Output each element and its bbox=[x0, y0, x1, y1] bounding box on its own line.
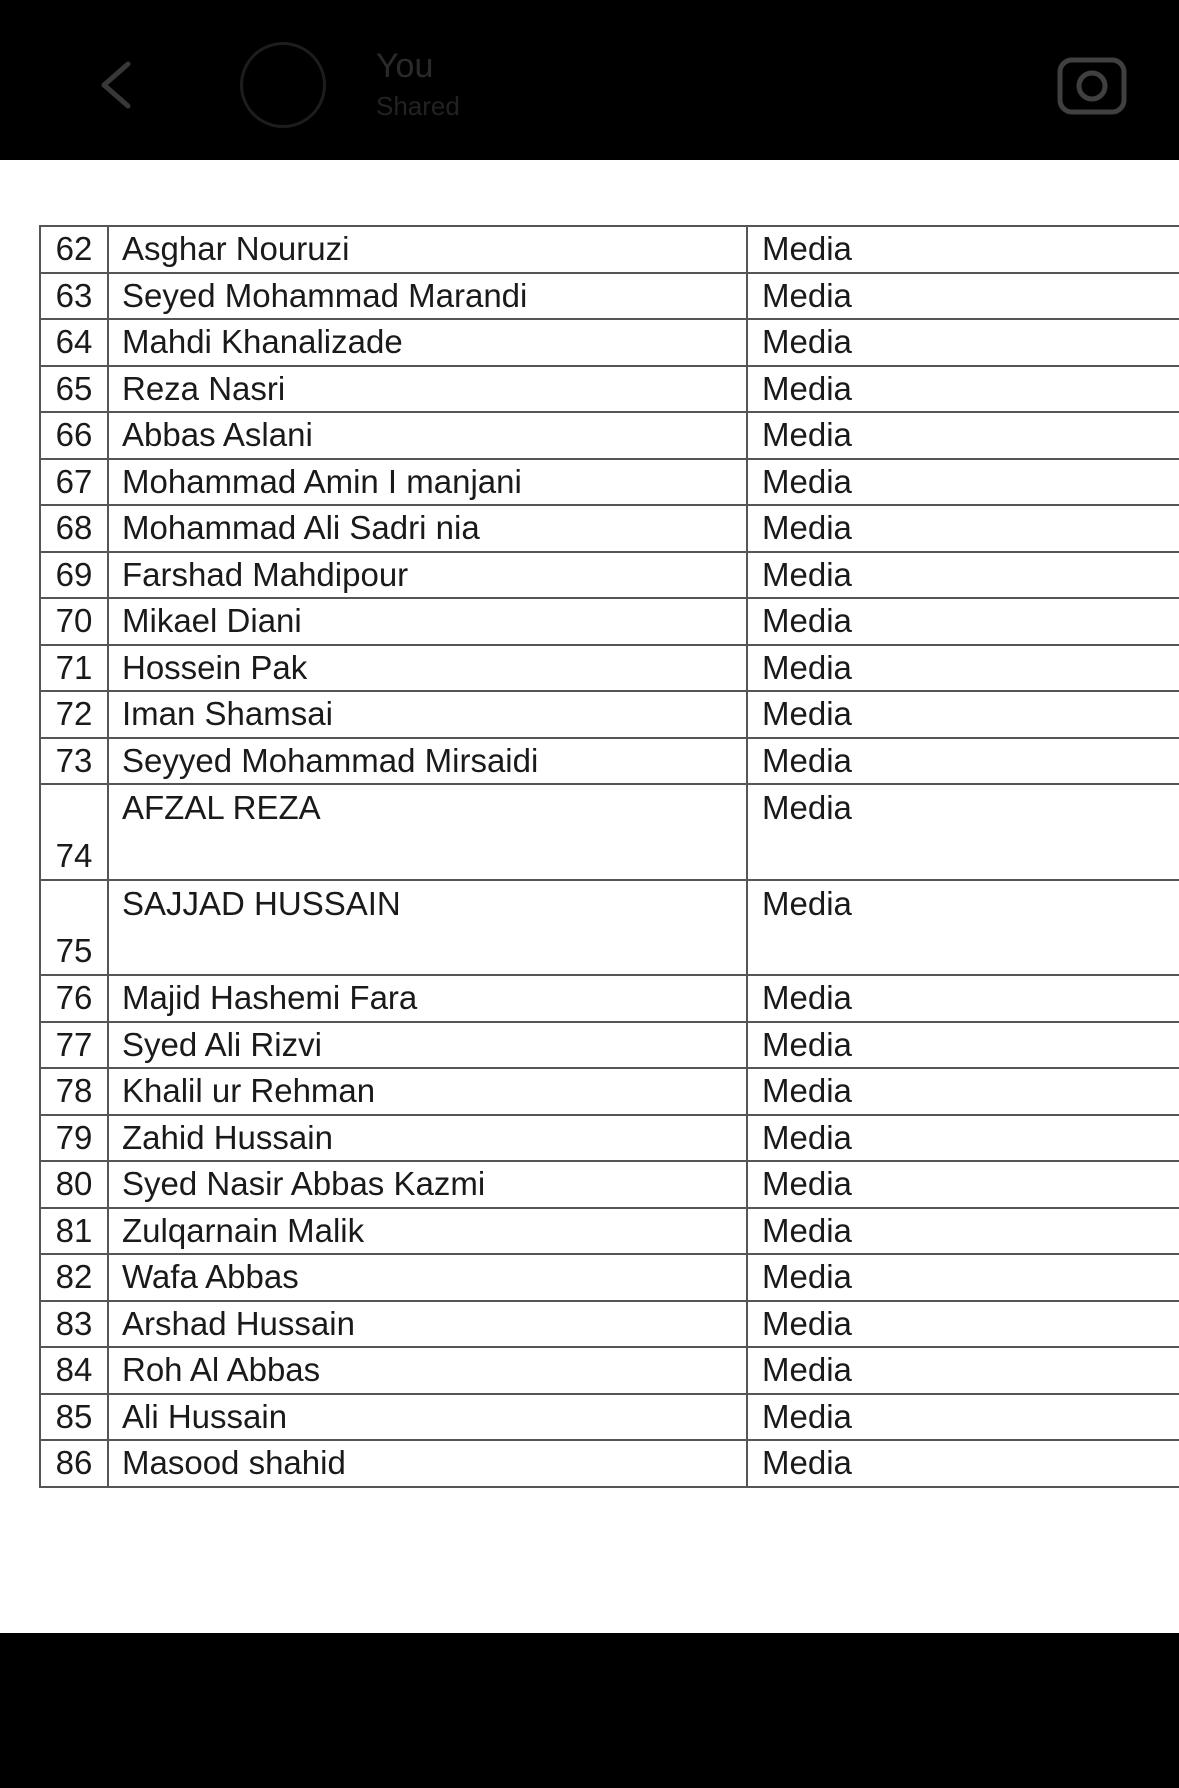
row-category: Media bbox=[747, 366, 1179, 413]
row-number: 80 bbox=[40, 1161, 108, 1208]
row-category: Media bbox=[747, 1301, 1179, 1348]
document-image bbox=[0, 160, 1179, 1633]
row-category: Media bbox=[747, 975, 1179, 1022]
row-number: 81 bbox=[40, 1208, 108, 1255]
row-number: 63 bbox=[40, 273, 108, 320]
row-name: Seyyed Mohammad Mirsaidi bbox=[108, 738, 747, 785]
row-category: Media bbox=[747, 1022, 1179, 1069]
row-number: 73 bbox=[40, 738, 108, 785]
row-name: Arshad Hussain bbox=[108, 1301, 747, 1348]
row-category: Media bbox=[747, 552, 1179, 599]
table-row bbox=[40, 738, 1179, 785]
table-row bbox=[40, 1208, 1179, 1255]
row-name: Zahid Hussain bbox=[108, 1115, 747, 1162]
row-category: Media bbox=[747, 645, 1179, 692]
table-body bbox=[40, 226, 1179, 1487]
row-category: Media bbox=[747, 273, 1179, 320]
table-row bbox=[40, 1161, 1179, 1208]
row-category: Media bbox=[747, 1115, 1179, 1162]
row-name: Mohammad Amin I manjani bbox=[108, 459, 747, 506]
table-row bbox=[40, 645, 1179, 692]
row-name: Syed Nasir Abbas Kazmi bbox=[108, 1161, 747, 1208]
row-name: Iman Shamsai bbox=[108, 691, 747, 738]
row-number: 85 bbox=[40, 1394, 108, 1441]
row-name: Ali Hussain bbox=[108, 1394, 747, 1441]
row-category: Media bbox=[747, 1161, 1179, 1208]
table-row bbox=[40, 1254, 1179, 1301]
table-row bbox=[40, 366, 1179, 413]
row-number: 82 bbox=[40, 1254, 108, 1301]
row-number: 69 bbox=[40, 552, 108, 599]
row-name: Roh Al Abbas bbox=[108, 1347, 747, 1394]
profile-name: You bbox=[376, 47, 434, 85]
row-name: SAJJAD HUSSAIN bbox=[108, 880, 747, 976]
row-name: Zulqarnain Malik bbox=[108, 1208, 747, 1255]
row-name: Seyed Mohammad Marandi bbox=[108, 273, 747, 320]
row-category: Media bbox=[747, 226, 1179, 273]
row-number: 76 bbox=[40, 975, 108, 1022]
row-category: Media bbox=[747, 1208, 1179, 1255]
viewer-bottom-bar bbox=[0, 1633, 1179, 1788]
table-row bbox=[40, 598, 1179, 645]
table-row bbox=[40, 1022, 1179, 1069]
table-row bbox=[40, 273, 1179, 320]
row-number: 83 bbox=[40, 1301, 108, 1348]
row-number: 84 bbox=[40, 1347, 108, 1394]
row-category: Media bbox=[747, 598, 1179, 645]
table-row bbox=[40, 226, 1179, 273]
table-row bbox=[40, 691, 1179, 738]
row-category: Media bbox=[747, 880, 1179, 976]
table-row bbox=[40, 505, 1179, 552]
table-row bbox=[40, 1115, 1179, 1162]
row-number: 62 bbox=[40, 226, 108, 273]
row-number: 71 bbox=[40, 645, 108, 692]
row-number: 75 bbox=[40, 880, 108, 976]
row-name: Farshad Mahdipour bbox=[108, 552, 747, 599]
table-row bbox=[40, 552, 1179, 599]
row-number: 72 bbox=[40, 691, 108, 738]
back-chevron-icon[interactable] bbox=[96, 60, 136, 110]
row-category: Media bbox=[747, 1347, 1179, 1394]
row-category: Media bbox=[747, 412, 1179, 459]
table-row bbox=[40, 1068, 1179, 1115]
table-row bbox=[40, 1301, 1179, 1348]
media-list-table bbox=[39, 225, 1179, 1488]
table-row bbox=[40, 880, 1179, 976]
viewer-top-bar bbox=[0, 0, 1179, 160]
row-category: Media bbox=[747, 1254, 1179, 1301]
row-name: Reza Nasri bbox=[108, 366, 747, 413]
row-number: 68 bbox=[40, 505, 108, 552]
row-number: 64 bbox=[40, 319, 108, 366]
row-name: Khalil ur Rehman bbox=[108, 1068, 747, 1115]
row-category: Media bbox=[747, 1394, 1179, 1441]
table-row bbox=[40, 1394, 1179, 1441]
table-row bbox=[40, 1347, 1179, 1394]
row-name: Masood shahid bbox=[108, 1440, 747, 1487]
table-row bbox=[40, 975, 1179, 1022]
row-name: Mikael Diani bbox=[108, 598, 747, 645]
profile-subtitle: Shared bbox=[376, 91, 460, 121]
row-name: Abbas Aslani bbox=[108, 412, 747, 459]
row-number: 86 bbox=[40, 1440, 108, 1487]
table-row bbox=[40, 412, 1179, 459]
table-row bbox=[40, 459, 1179, 506]
row-category: Media bbox=[747, 505, 1179, 552]
row-number: 78 bbox=[40, 1068, 108, 1115]
row-number: 65 bbox=[40, 366, 108, 413]
row-name: Syed Ali Rizvi bbox=[108, 1022, 747, 1069]
row-number: 79 bbox=[40, 1115, 108, 1162]
row-category: Media bbox=[747, 738, 1179, 785]
row-category: Media bbox=[747, 1068, 1179, 1115]
row-category: Media bbox=[747, 1440, 1179, 1487]
row-number: 66 bbox=[40, 412, 108, 459]
row-name: Asghar Nouruzi bbox=[108, 226, 747, 273]
row-category: Media bbox=[747, 459, 1179, 506]
table-row bbox=[40, 1440, 1179, 1487]
table-row bbox=[40, 319, 1179, 366]
row-name: Hossein Pak bbox=[108, 645, 747, 692]
row-name: Mahdi Khanalizade bbox=[108, 319, 747, 366]
camera-icon[interactable] bbox=[1056, 48, 1128, 120]
row-category: Media bbox=[747, 319, 1179, 366]
row-number: 77 bbox=[40, 1022, 108, 1069]
avatar[interactable] bbox=[240, 42, 326, 128]
table-row bbox=[40, 784, 1179, 880]
row-number: 70 bbox=[40, 598, 108, 645]
row-name: AFZAL REZA bbox=[108, 784, 747, 880]
row-name: Mohammad Ali Sadri nia bbox=[108, 505, 747, 552]
row-number: 67 bbox=[40, 459, 108, 506]
row-category: Media bbox=[747, 691, 1179, 738]
row-category: Media bbox=[747, 784, 1179, 880]
row-number: 74 bbox=[40, 784, 108, 880]
row-name: Wafa Abbas bbox=[108, 1254, 747, 1301]
row-name: Majid Hashemi Fara bbox=[108, 975, 747, 1022]
